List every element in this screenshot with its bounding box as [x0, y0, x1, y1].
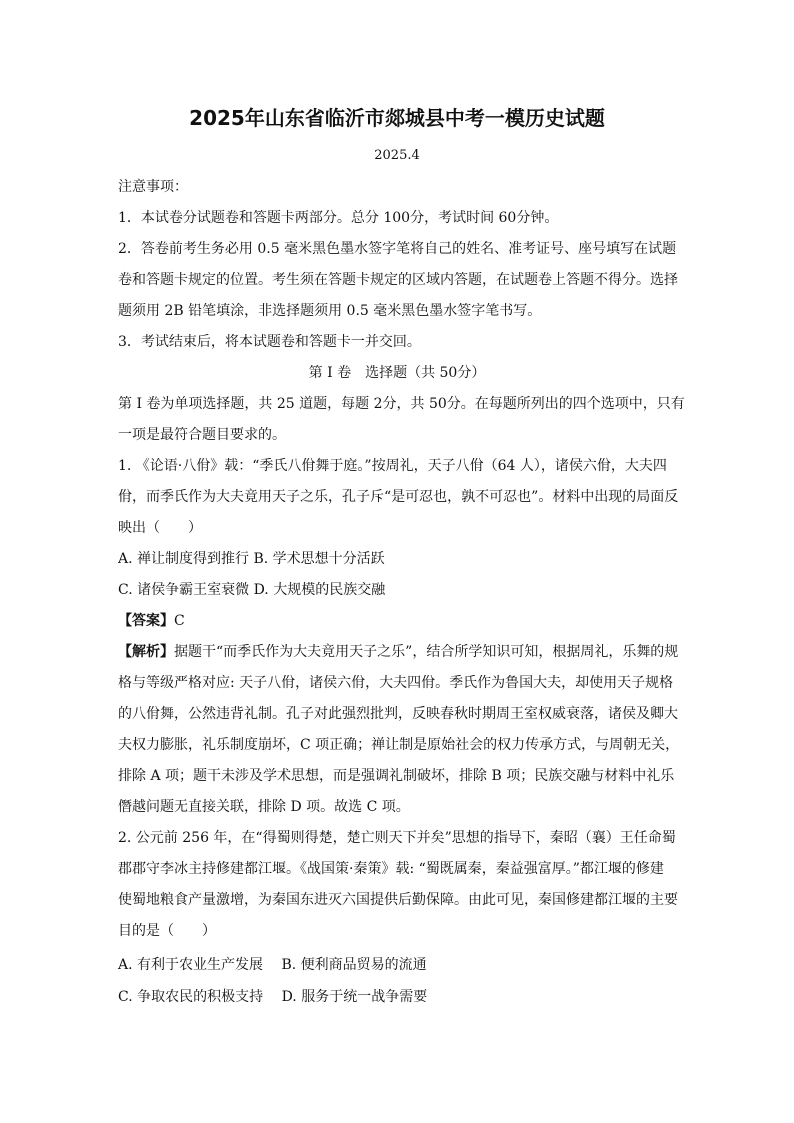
notice-line: 2．答卷前考生务必用 0.5 毫米黑色墨水签字笔将自己的姓名、准考证号、座号填写在试题	[118, 241, 677, 257]
question-1-answer: 【答案】C	[118, 613, 185, 629]
label-prefix: 【解析】	[118, 644, 174, 660]
question-2-stem: 郡郡守李冰主持修建都江堰。《战国策·秦策》载: “蜀既属秦，秦益强富厚。”都江堰的修建	[118, 861, 664, 877]
notice-line: 卷和答题卡规定的位置。考生须在答题卡规定的区域内答题，在试题卷上答题不得分。选择	[118, 272, 678, 288]
question-1-options: C. 诸侯争霸王室衰微 D. 大规模的民族交融	[118, 582, 386, 598]
label-prefix: 【答案】	[118, 613, 174, 629]
exam-date: 2025.4	[374, 148, 420, 163]
section-heading: 第 I 卷 选择题（共 50分）	[308, 365, 486, 381]
question-2-stem: 使蜀地粮食产量激增，为秦国东进灭六国提供后勤保障。由此可见，秦国修建都江堰的主要	[118, 892, 678, 908]
question-2-options: C. 争取农民的积极支持 D. 服务于统一战争需要	[118, 989, 428, 1005]
notice-line: 题须用 2B 铅笔填涂，非选择题须用 0.5 毫米黑色墨水签字笔书写。	[118, 303, 542, 319]
question-1-analysis: 僭越问题无直接关联，排除 D 项。故选 C 项。	[118, 799, 410, 815]
question-1-analysis: 【解析】据题干“而季氏作为大夫竟用天子之乐”，结合所学知识可知，根据周礼，乐舞的规	[118, 644, 679, 660]
question-1-analysis: 夫权力膨胀，礼乐制度崩坏，C 项正确；禅让制是原始社会的权力传承方式，与周朝无关，	[118, 737, 680, 753]
question-1-stem: 1. 《论语·八佾》载：“季氏八佾舞于庭。”按周礼，天子八佾（64 人），诸侯六佾，大夫四	[118, 458, 667, 474]
question-1-analysis: 格与等级严格对应: 天子八佾，诸侯六佾，大夫四佾。季氏作为鲁国大夫，却使用天子规格	[118, 675, 674, 691]
page-title: 2025年山东省临沂市郯城县中考一模历史试题	[189, 106, 605, 130]
section-intro: 第 I 卷为单项选择题，共 25 道题，每题 2分，共 50分。在每题所列出的四个选项中，只有	[118, 396, 685, 412]
question-1-options: A. 禅让制度得到推行 B. 学术思想十分活跃	[118, 551, 385, 567]
question-2-stem: 2. 公元前 256 年，在“得蜀则得楚，楚亡则天下并矣”思想的指导下，秦昭（襄）王任命蜀	[118, 830, 676, 846]
question-2-stem: 目的是（ ）	[118, 923, 216, 939]
question-1-analysis: 的八佾舞，公然违背礼制。孔子对此强烈批判，反映春秋时期周王室权威衰落，诸侯及卿大	[118, 706, 678, 722]
notice-line: 1．本试卷分试题卷和答题卡两部分。总分 100分，考试时间 60分钟。	[118, 210, 559, 226]
question-1-stem: 映出（ ）	[118, 520, 202, 536]
notice-heading: 注意事项：	[118, 179, 188, 195]
question-1-analysis: 排除 A 项；题干未涉及学术思想，而是强调礼制破坏，排除 B 项；民族交融与材料中礼乐	[118, 768, 675, 784]
question-2-options: A. 有利于农业生产发展 B. 便利商品贸易的流通	[118, 957, 427, 973]
section-intro: 一项是最符合题目要求的。	[118, 427, 286, 443]
notice-line: 3．考试结束后，将本试题卷和答题卡一并交回。	[118, 334, 421, 350]
question-1-stem: 佾，而季氏作为大夫竟用天子之乐，孔子斥“是可忍也，孰不可忍也”。材料中出现的局面反	[118, 489, 679, 505]
